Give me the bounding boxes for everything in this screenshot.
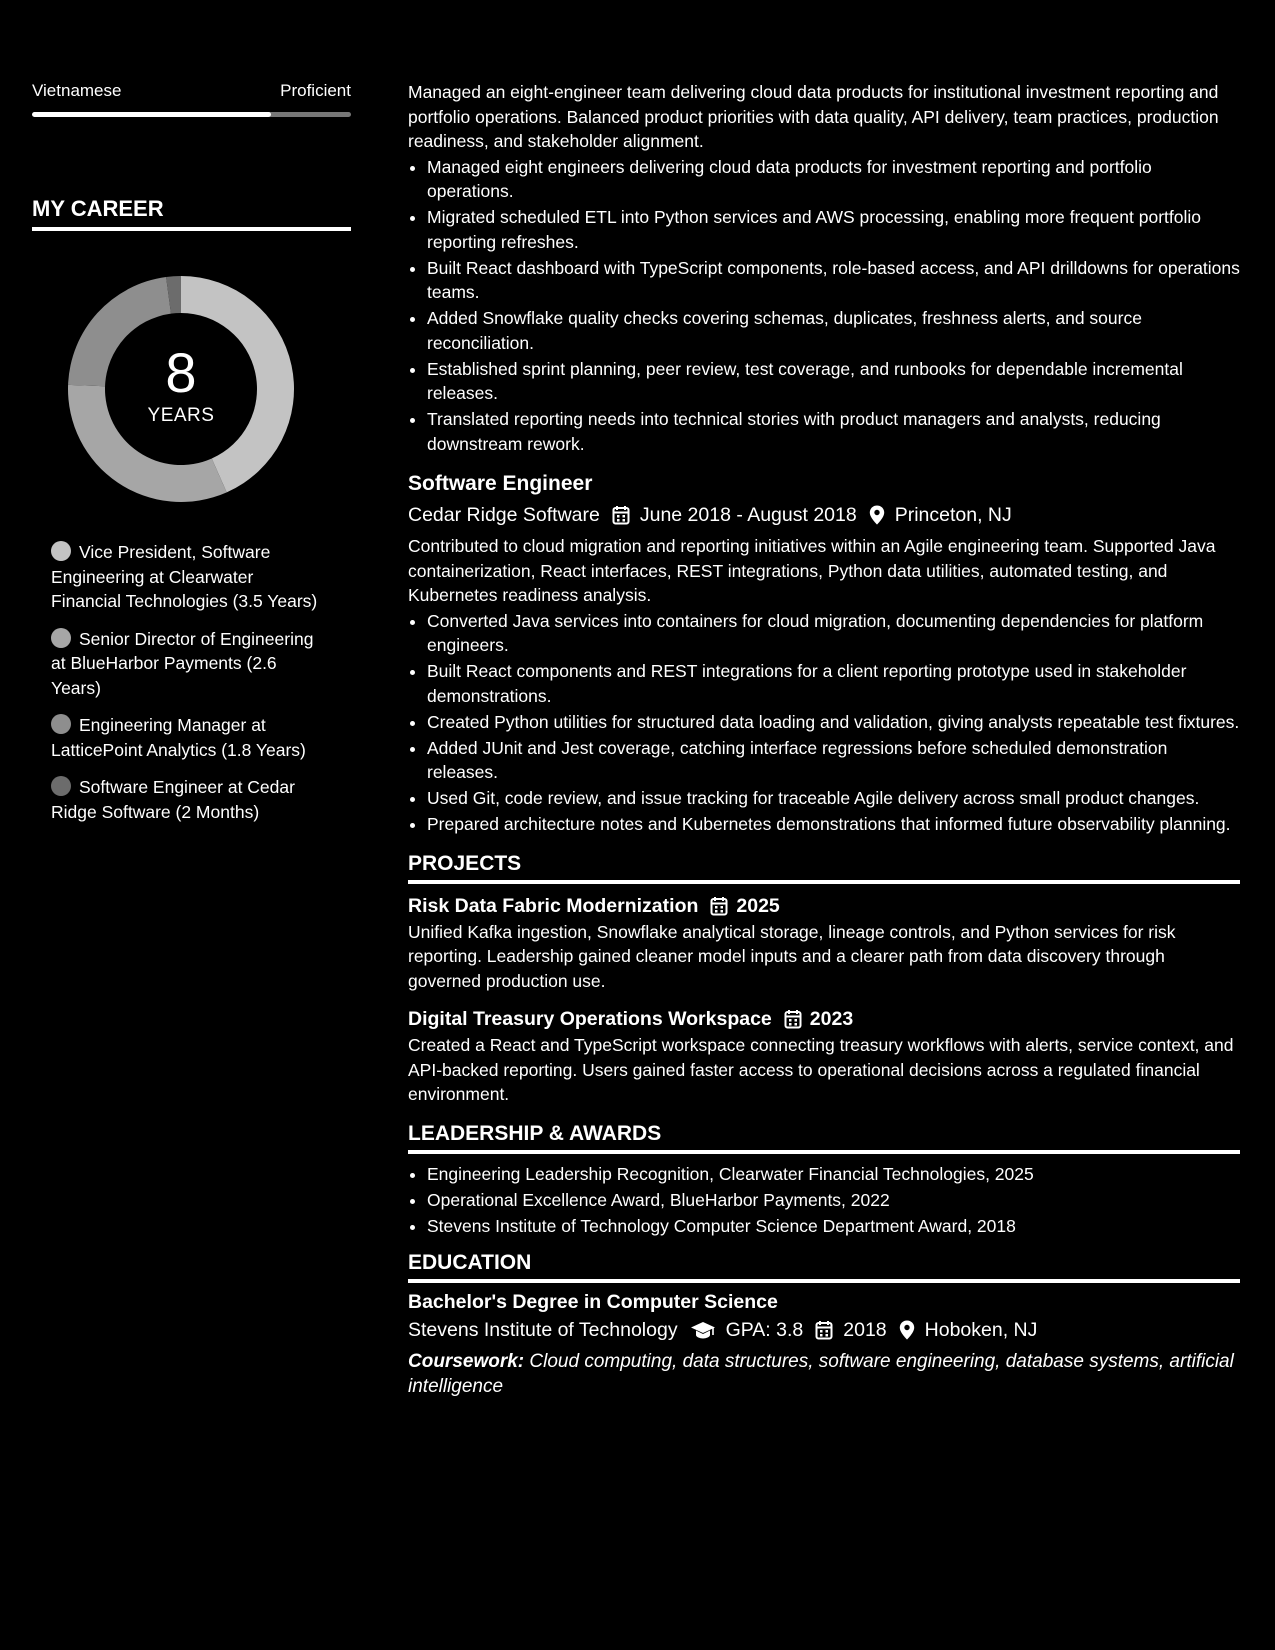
role-bullet: • Translated reporting needs into technical stories with product managers and analysts, reducing downstream rework. [427, 407, 1240, 456]
job-bullet: • Used Git, code review, and issue tracking for traceable Agile delivery across small product changes. [427, 786, 1240, 811]
project-title-row [408, 1005, 1240, 1033]
project-description: Unified Kafka ingestion, Snowflake analytical storage, lineage controls, and Python services for risk reporting. Leadership gained cleaner model inputs and a clearer path from data discovery through governed production use. [408, 921, 1176, 991]
calendar-icon [784, 1009, 802, 1029]
education-year: 2018 [843, 1319, 887, 1341]
education-degree: Bachelor's Degree in Computer Science [408, 1291, 778, 1313]
career-item [51, 775, 321, 824]
career-item-text: Senior Director of Engineering at BlueHarbor Payments (2.6 Years) [51, 628, 314, 698]
career-heading: MY CAREER [32, 196, 164, 221]
education-meta [408, 1317, 1240, 1343]
career-heading-rule [32, 227, 351, 231]
career-donut-center [66, 274, 296, 504]
language-row [32, 80, 351, 102]
career-item-text: Engineering Manager at LatticePoint Analytics (1.8 Years) [51, 715, 306, 760]
education-coursework [408, 1349, 1240, 1399]
job-bullet: • Created Python utilities for structured data loading and validation, giving analysts repeatable test fixtures. [427, 710, 1240, 735]
career-item-text: Vice President, Software Engineering at Clearwater Financial Technologies (3.5 Years) [51, 542, 318, 611]
education-heading: EDUCATION [408, 1251, 532, 1274]
education-gpa: GPA: 3.8 [725, 1319, 804, 1341]
education-heading-rule [408, 1279, 1240, 1283]
calendar-icon [710, 896, 728, 916]
job-summary: Contributed to cloud migration and reporting initiatives within an Agile engineering team. Supported Java containerization, React interfaces, REST integrations, Python data utilities, automated testing, and Kubernetes readiness analysis. [408, 536, 1216, 605]
projects-heading-rule [408, 880, 1240, 884]
job-title: Software Engineer [408, 472, 593, 495]
career-dot-icon [51, 714, 71, 734]
career-total-label: YEARS [147, 405, 215, 426]
calendar-icon [612, 505, 630, 525]
career-item-text: Software Engineer at Cedar Ridge Software (2 Months) [51, 777, 295, 822]
job-bullet: • Prepared architecture notes and Kubernetes demonstrations that informed future observability planning. [427, 812, 1240, 837]
award-item: • Engineering Leadership Recognition, Clearwater Financial Technologies, 2025 [427, 1162, 1240, 1187]
role-bullet: • Migrated scheduled ETL into Python services and AWS processing, enabling more frequent portfolio reporting refreshes. [427, 205, 1240, 254]
award-item: • Operational Excellence Award, BlueHarbor Payments, 2022 [427, 1188, 1240, 1213]
job-company: Cedar Ridge Software [408, 504, 600, 526]
career-dot-icon [51, 541, 71, 561]
career-total-number: 8 [165, 341, 197, 404]
job-bullet: • Built React components and REST integrations for a client reporting prototype used in stakeholder demonstrations. [427, 659, 1240, 708]
job-bullet: • Added JUnit and Jest coverage, catching interface regressions before scheduled demonstration releases. [427, 736, 1240, 785]
awards-list [408, 1162, 1240, 1239]
map-pin-icon [869, 505, 885, 525]
role-bullets [408, 155, 1240, 457]
job-bullets [408, 609, 1240, 837]
award-item: • Stevens Institute of Technology Computer Science Department Award, 2018 [427, 1214, 1240, 1239]
role-bullet: • Established sprint planning, peer review, test coverage, and runbooks for dependable incremental releases. [427, 357, 1240, 406]
role-bullet: • Managed eight engineers delivering cloud data products for investment reporting and portfolio operations. [427, 155, 1240, 204]
map-pin-icon [899, 1320, 915, 1340]
career-dot-icon [51, 628, 71, 648]
project-title: Digital Treasury Operations Workspace [408, 1008, 772, 1030]
awards-heading: LEADERSHIP & AWARDS [408, 1121, 662, 1145]
job-meta [408, 502, 1240, 528]
coursework-label: Coursework: [408, 1351, 525, 1372]
project-title-row [408, 892, 1240, 920]
awards-heading-rule [408, 1150, 1240, 1154]
career-dot-icon [51, 776, 71, 796]
role-bullet: • Built React dashboard with TypeScript components, role-based access, and API drilldowns for operations teams. [427, 256, 1240, 305]
project-year: 2023 [809, 1008, 854, 1030]
education-location: Hoboken, NJ [924, 1319, 1038, 1341]
language-level: Proficient [280, 81, 351, 100]
sidebar [32, 80, 351, 837]
career-item [51, 627, 321, 701]
career-list [51, 540, 321, 824]
language-proficiency-fill [32, 112, 271, 117]
career-item [51, 713, 321, 762]
coursework-text: Cloud computing, data structures, software engineering, database systems, artificial intelligence [408, 1351, 1234, 1397]
role-summary: Managed an eight-engineer team delivering cloud data products for institutional investment reporting and portfolio operations. Balanced product priorities with data quality, API delivery, team practices, production readiness, and stakeholder alignment. [408, 82, 1219, 151]
role-bullet: • Added Snowflake quality checks covering schemas, duplicates, freshness alerts, and source reconciliation. [427, 306, 1240, 355]
education-school: Stevens Institute of Technology [408, 1319, 678, 1341]
language-name: Vietnamese [32, 81, 122, 100]
job-location: Princeton, NJ [894, 504, 1012, 526]
graduation-cap-icon [690, 1320, 716, 1340]
job-dates: June 2018 - August 2018 [639, 504, 857, 526]
projects-heading: PROJECTS [408, 851, 522, 875]
calendar-icon [815, 1320, 833, 1340]
career-item [51, 540, 321, 614]
career-donut [66, 274, 296, 504]
language-proficiency-bar [32, 112, 351, 117]
project-year: 2025 [736, 894, 780, 917]
project-description: Created a React and TypeScript workspace connecting treasury workflows with alerts, service context, and API-backed reporting. Users gained faster access to operational decisions across a regulated financial environment. [408, 1035, 1234, 1104]
job-bullet: • Converted Java services into containers for cloud migration, documenting dependencies for platform engineers. [427, 609, 1240, 658]
project-title: Risk Data Fabric Modernization [408, 894, 699, 917]
main-content [408, 80, 1240, 1399]
